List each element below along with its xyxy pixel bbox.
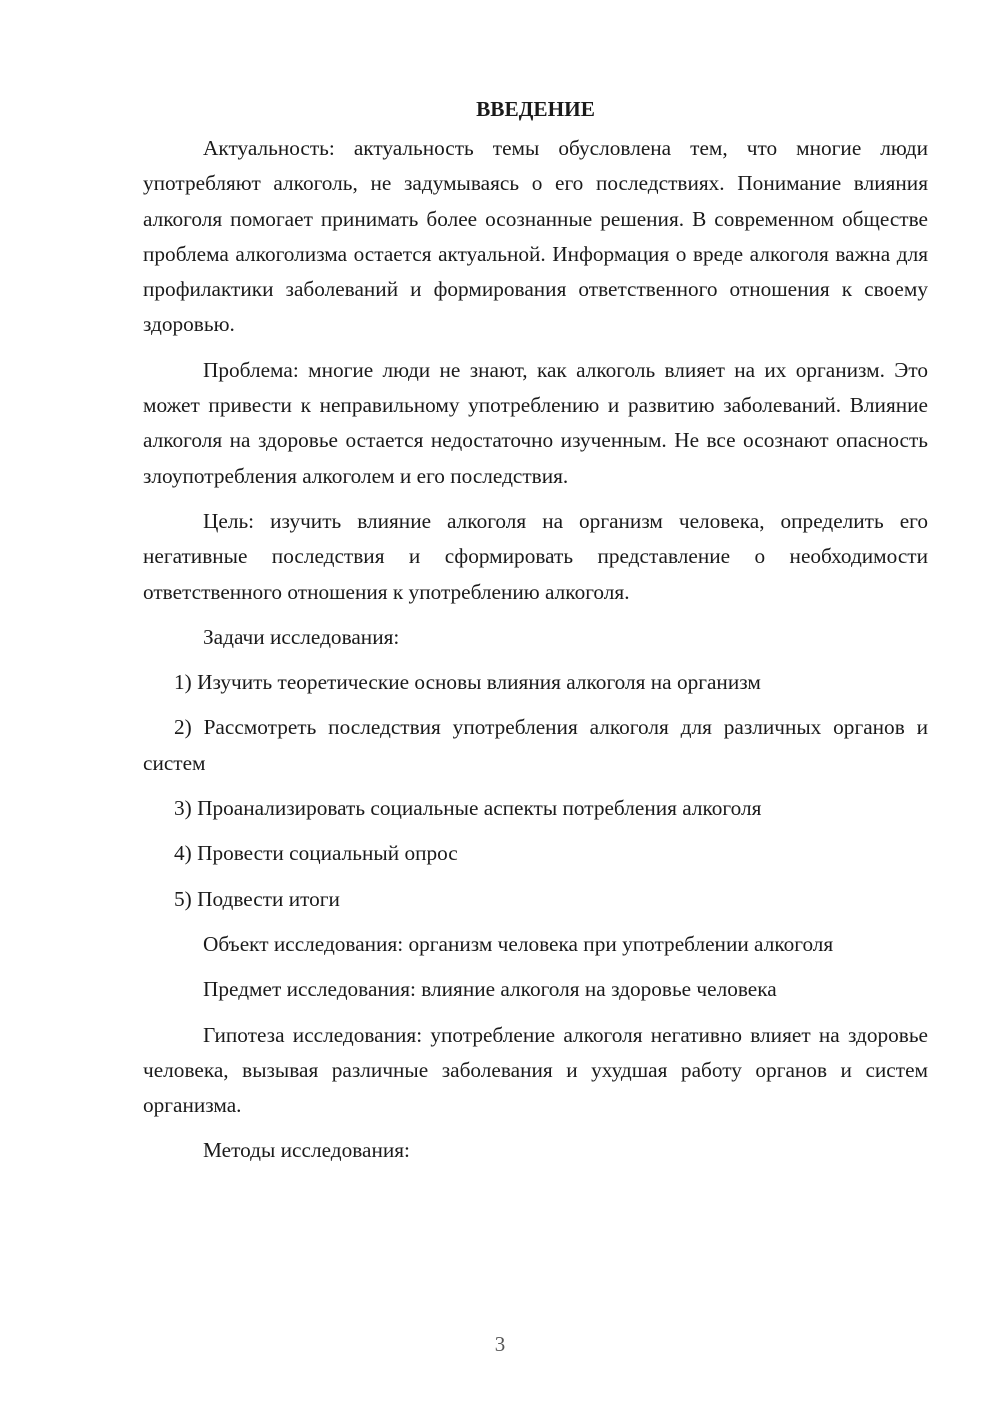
paragraph-hypothesis: Гипотеза исследования: употребление алкоголя негативно влияет на здоровье человека, вызывая различные заболевания и ухудшая работу органов и систем организма. — [143, 1022, 928, 1118]
paragraph-relevance: Актуальность: актуальность темы обусловлена тем, что многие люди употребляют алкоголь, не задумываясь о его последствиях. Понимание влияния алкоголя помогает принимать более осознанные решения. В современном обществе проблема алкоголизма остается актуальной. Информация о вреде алкоголя важна для профилактики заболеваний и формирования ответственного отношения к своему здоровью. — [143, 136, 928, 337]
task-item-3: 3) Проанализировать социальные аспекты потребления алкоголя — [174, 796, 762, 821]
paragraph-problem: Проблема: многие люди не знают, как алкоголь влияет на их организм. Это может привести к неправильному употреблению и развитию заболеваний. Влияние алкоголя на здоровье остается недостаточно изученным. Не все осознают опасность злоупотребления алкоголем и его последствия. — [143, 357, 928, 488]
paragraph-methods-heading: Методы исследования: — [203, 1138, 410, 1163]
page-number: 3 — [494, 1332, 506, 1356]
page-content — [143, 92, 928, 1169]
paragraph-object: Объект исследования: организм человека при употреблении алкоголя — [203, 931, 834, 956]
paragraph-goal: Цель: изучить влияние алкоголя на организм человека, определить его негативные последствия и сформировать представление о необходимости ответственного отношения к употреблению алкоголя. — [143, 508, 928, 604]
section-heading: ВВЕДЕНИЕ — [476, 97, 595, 121]
task-item-5: 5) Подвести итоги — [174, 886, 340, 911]
task-item-2: 2) Рассмотреть последствия употребления алкоголя для различных органов и систем — [143, 715, 928, 775]
task-item-4: 4) Провести социальный опрос — [174, 841, 458, 866]
paragraph-tasks-heading: Задачи исследования: — [203, 624, 400, 649]
task-item-1: 1) Изучить теоретические основы влияния алкоголя на организм — [174, 670, 761, 695]
paragraph-subject: Предмет исследования: влияние алкоголя на здоровье человека — [203, 977, 777, 1002]
